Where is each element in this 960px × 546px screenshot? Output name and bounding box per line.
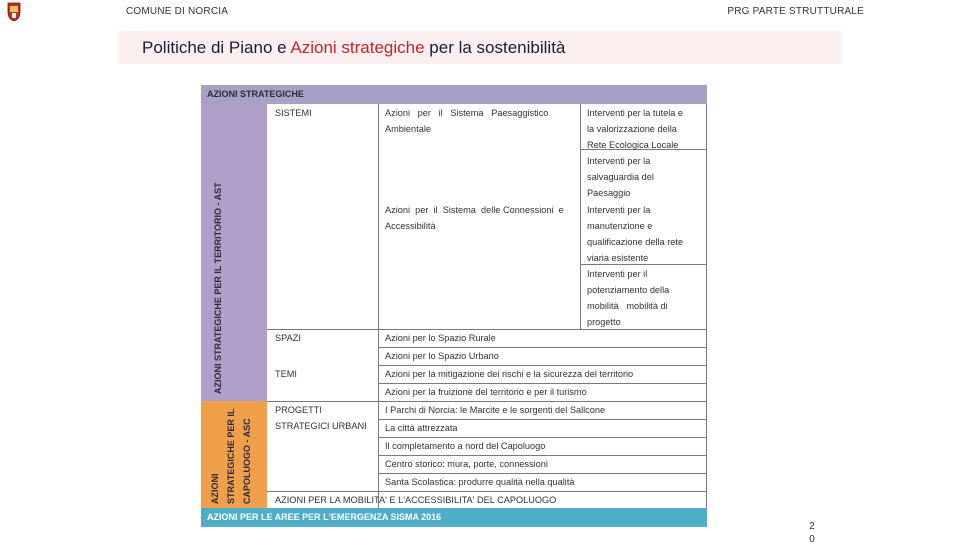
category-temi: TEMI (275, 369, 297, 379)
title-accent: Azioni strategiche (290, 38, 425, 57)
project-citta-attrezzata: La città attrezzata (385, 423, 458, 433)
side-label-ast: AZIONI STRATEGICHE PER IL TERRITORIO - AST (213, 182, 223, 394)
intervention-manutenzione: Interventi per la manutenzione e qualificazione della rete viaria esistente (587, 205, 684, 263)
strategic-actions-table (201, 85, 707, 527)
action-sistema-paesaggistico: Azioni per il Sistema Paesaggistico Ambientale (385, 108, 549, 134)
category-spazi: SPAZI (275, 333, 301, 343)
side-band-asc (201, 401, 267, 508)
header-document: PRG PARTE STRUTTURALE (727, 6, 864, 17)
page-title (142, 38, 565, 58)
comune-crest-icon (6, 2, 22, 22)
grid-line (706, 104, 707, 508)
table-header-bar (201, 85, 707, 104)
intervention-tutela: Interventi per la tutela e la valorizzazione della Rete Ecologica Locale (587, 108, 684, 150)
action-spazio-rurale: Azioni per lo Spazio Rurale (385, 333, 496, 343)
grid-line (580, 104, 581, 329)
category-mobilita: AZIONI PER LA MOBILITA' E L'ACCESSIBILITA' DEL CAPOLUOGO (275, 495, 557, 505)
side-label-asc-2: STRATEGICHE PER IL (226, 408, 236, 504)
title-part-2: per la sostenibilità (424, 38, 566, 57)
page-number: 2 0 (809, 521, 815, 545)
project-completamento: Il completamento a nord del Capoluogo (385, 441, 546, 451)
action-spazio-urbano: Azioni per lo Spazio Urbano (385, 351, 499, 361)
table-footer-bar (201, 508, 707, 527)
side-label-asc-1: AZIONI (210, 473, 220, 504)
project-santa-scolastica: Santa Scolastica: produrre qualità nella qualità (385, 477, 575, 487)
table-footer-label: AZIONI PER LE AREE PER L'EMERGENZA SISMA 2016 (207, 512, 442, 522)
title-part-1: Politiche di Piano e (142, 38, 291, 57)
action-sistema-connessioni: Azioni per il Sistema delle Connessioni e Accessibilità (385, 205, 564, 231)
action-mitigazione-rischi: Azioni per la mitigazione dei rischi e la sicurezza del territorio (385, 369, 634, 379)
side-label-asc-3: CAPOLUOGO - ASC (242, 418, 252, 504)
action-fruizione: Azioni per la fruizione del territorio e per il turismo (385, 387, 587, 397)
side-band-ast (201, 104, 267, 401)
intervention-potenziamento: Interventi per il potenziamento della mobilità mobilità di progetto (587, 269, 670, 327)
grid-line (378, 104, 379, 508)
title-band (118, 31, 841, 64)
table-header-label: AZIONI STRATEGICHE (207, 89, 304, 99)
header-comune: COMUNE DI NORCIA (126, 6, 229, 17)
project-centro-storico: Centro storico: mura, porte, connessioni (385, 459, 548, 469)
category-sistemi: SISTEMI (275, 108, 312, 118)
project-parchi: I Parchi di Norcia: le Marcite e le sorgenti del Sallcone (385, 405, 606, 415)
intervention-salvaguardia: Interventi per la salvaguardia del Paesaggio (587, 156, 654, 198)
category-progetti: PROGETTI STRATEGICI URBANI (275, 405, 367, 431)
